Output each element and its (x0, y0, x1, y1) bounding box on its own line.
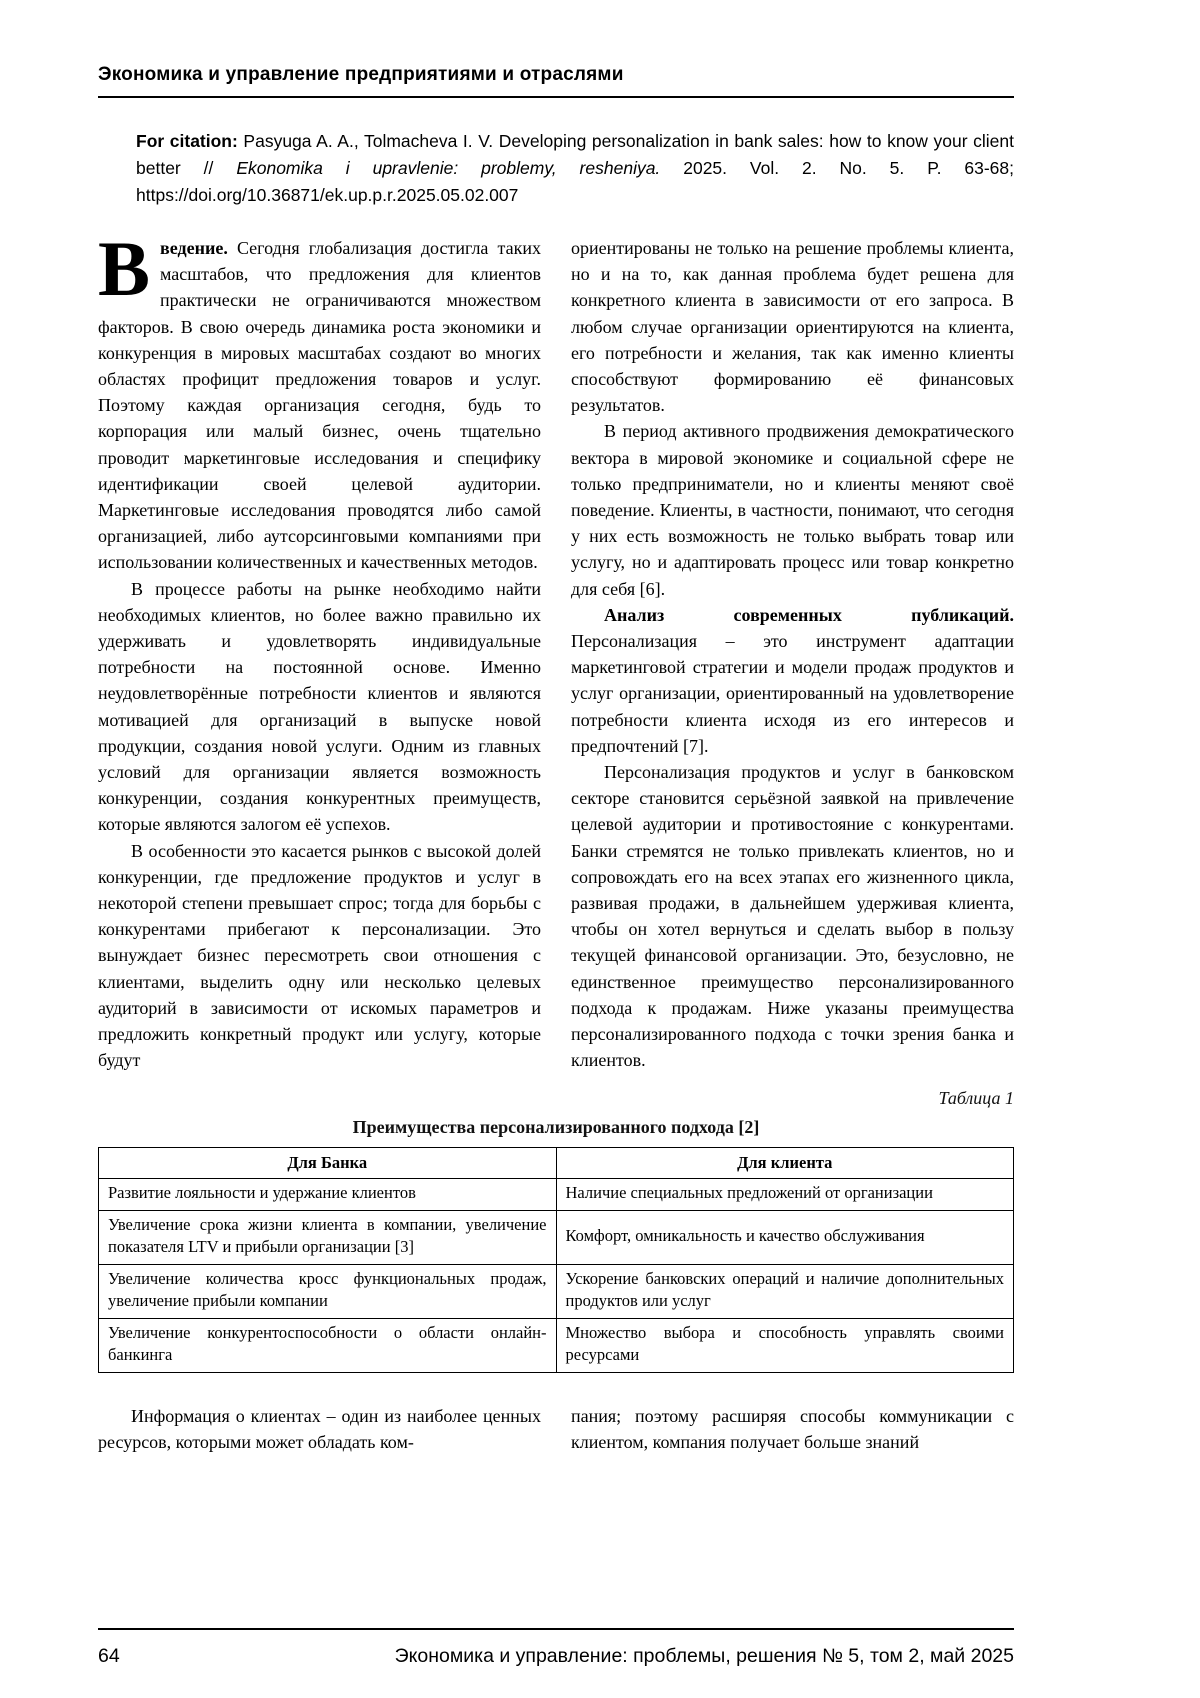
citation-block (136, 128, 1014, 209)
introduction-lead: ведение. (160, 238, 228, 258)
analysis-lead: Анализ современных публикаций. (604, 604, 1014, 625)
paragraph: В особенности это касается рынков с высокой долей конкуренции, где предложение продуктов и услуг в некоторой степени превышает спрос; тогда для борьбы с конкурентами прибегают к персонализации. Это вынуждает бизнес пересмотреть свои отношения с клиентами, выделить одну или несколько целевых аудиторий в зависимости от искомых параметров и предложить конкретный продукт или услугу, которые будут (98, 840, 541, 1071)
table-row (99, 1264, 1014, 1318)
table-cell: Ускорение банковских операций и наличие дополнительных продуктов или услуг (556, 1264, 1014, 1318)
table-cell: Комфорт, омникальность и качество обслуживания (556, 1210, 1014, 1264)
footer-rule (98, 1628, 1014, 1630)
journal-footer-line: Экономика и управление: проблемы, решения № 5, том 2, май 2025 (394, 1645, 1014, 1667)
citation-label: For citation: (136, 131, 238, 151)
paragraph: Персонализация продуктов и услуг в банковском секторе становится серьёзной заявкой на привлечение целевой аудитории и противостояние с конкурентами. Банки стремятся не только привлекать клиентов, но и сопровождать его на всех этапах его жизненного цикла, развивая продажи, в дальнейшем удерживая клиента, чтобы он хотел вернуться и сделать выбор в пользу текущей финансовой организации. Это, безусловно, не единственное преимущество персонализированного подхода к продажам. Ниже указаны преимущества персонализированного подхода с точки зрения банка и клиентов. (571, 762, 1014, 1071)
citation-journal: Ekonomika i upravlenie: problemy, resheniya. (236, 158, 661, 178)
left-column (98, 225, 541, 1074)
paragraph-continuation: ориентированы не только на решение проблемы клиента, но и на то, как данная проблема будет решена для конкретного клиента в зависимости от его запроса. В любом случае организации ориентируются на клиента, его потребности и желания, так как именно клиенты способствуют формированию её финансовых результатов. (571, 238, 1014, 416)
table-header-row (99, 1147, 1014, 1179)
header-rule (98, 96, 1014, 98)
paragraph-introduction (98, 225, 541, 576)
citation-authors: Pasyuga A. A., Tolmacheva I. V. Developing personalization in bank sales: how to know your client better // (136, 131, 1014, 178)
table-cell: Развитие лояльности и удержание клиентов (99, 1179, 557, 1211)
paragraph-text: Персонализация – это инструмент адаптации маркетинговой стратегии и модели продаж продуктов и услуг организации, ориентированный на удовлетворение потребности клиента исходя из его интересов и предпочтений [7]. (571, 631, 1014, 756)
table-header-client: Для клиента (556, 1147, 1014, 1179)
page-footer (98, 1628, 1014, 1674)
table-row (99, 1318, 1014, 1372)
running-head-title: Экономика и управление предприятиями и отраслями (98, 64, 624, 85)
table-cell: Увеличение срока жизни клиента в компании, увеличение показателя LTV и прибыли организации [3] (99, 1210, 557, 1264)
table-caption: Таблица 1 (938, 1087, 1014, 1108)
page-number: 64 (98, 1645, 120, 1667)
table-cell: Наличие специальных предложений от организации (556, 1179, 1014, 1211)
article-body (98, 225, 1014, 1074)
table-cell: Увеличение количества кросс функциональных продаж, увеличение прибыли компании (99, 1264, 557, 1318)
table-cell: Множество выбора и способность управлять своими ресурсами (556, 1318, 1014, 1372)
post-left-column (98, 1403, 541, 1455)
page-header (98, 64, 1014, 98)
table-row (99, 1179, 1014, 1211)
post-right-column (571, 1403, 1014, 1455)
citation-tail: 2025. Vol. 2. No. 5. P. 63-68; https://doi.org/10.36871/ek.up.p.r.2025.05.02.007 (136, 158, 1014, 205)
paragraph: Информация о клиентах – один из наиболее ценных ресурсов, которыми может обладать ком- (98, 1405, 541, 1452)
paragraph: В период активного продвижения демократического вектора в мировой экономике и социальной сфере не только предприниматели, но и клиенты меняют своё поведение. Клиенты, в частности, понимают, что сегодня у них есть возможность не только выбрать товар или услугу, но и адаптировать процесс или товар конкретно для себя [6]. (571, 421, 1014, 599)
table-cell: Увеличение конкурентоспособности о области онлайн-банкинга (99, 1318, 557, 1372)
paragraph-continuation: пания; поэтому расширяя способы коммуникации с клиентом, компания получает больше знаний (571, 1405, 1014, 1452)
table-row (99, 1210, 1014, 1264)
right-column (571, 235, 1014, 1074)
footer-row (98, 1645, 1014, 1674)
paragraph-analysis (571, 602, 1014, 759)
benefits-table (98, 1147, 1014, 1373)
paragraph-text: Сегодня глобализация достигла таких масштабов, что предложения для клиентов практически не ограничиваются множеством факторов. В свою очередь динамика роста экономики и конкуренция в мировых масштабах создают во многих областях профицит предложения товаров и услуг. Поэтому каждая организация сегодня, будь то корпорация или малый бизнес, очень тщательно проводит маркетинговые исследования и специфику идентификации своей целевой аудитории. Маркетинговые исследования проводятся либо самой организацией, либо аутсорсинговыми компаниями при использовании количественных и качественных методов. (98, 238, 541, 573)
table-title: Преимущества персонализированного подхода [2] (352, 1116, 760, 1137)
paragraph: В процессе работы на рынке необходимо найти необходимых клиентов, но более важно правильно их удерживать и удовлетворять индивидуальные потребности на постоянной основе. Именно неудовлетворённые потребности клиентов и являются мотивацией для организаций в выпуске новой продукции, создания новой услуги. Одним из главных условий для организации является возможность конкуренции, создания конкурентных преимуществ, которые являются залогом её успехов. (98, 578, 541, 835)
dropcap-letter: В (98, 225, 151, 312)
table-header-bank: Для Банка (99, 1147, 557, 1179)
post-table-body (98, 1403, 1014, 1455)
